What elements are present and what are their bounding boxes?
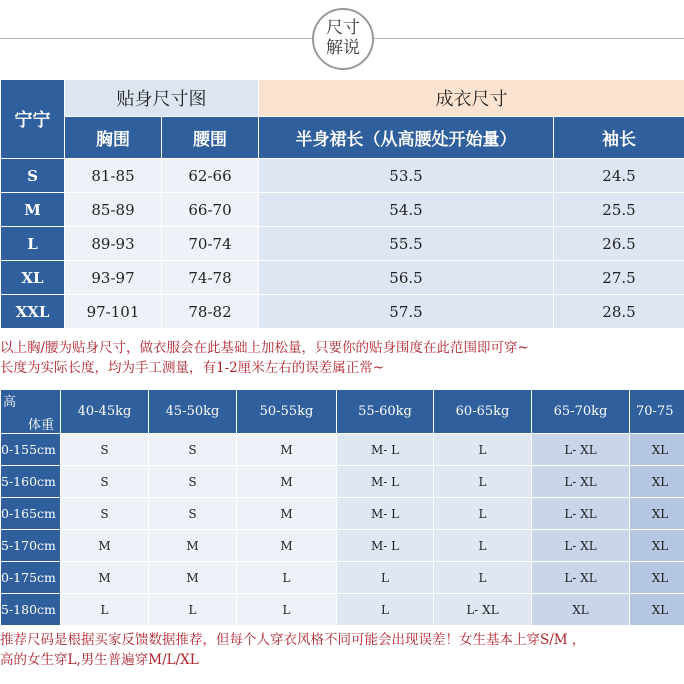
waist-value: 70-74 [162, 227, 259, 261]
recommended-size: XL [532, 594, 630, 626]
table-row [1, 594, 684, 626]
weight-header: 60-65kg [434, 390, 532, 434]
recommended-size: S [61, 466, 149, 498]
garment-size-group-header: 成衣尺寸 [259, 80, 684, 117]
body-size-group-header: 贴身尺寸图 [65, 80, 259, 117]
recommended-size: S [149, 498, 237, 530]
recommended-size: L [237, 594, 337, 626]
sleeve-length-value: 28.5 [554, 295, 684, 329]
header-divider-left [0, 38, 312, 39]
recommended-size: L [434, 498, 532, 530]
recommended-size: M [237, 530, 337, 562]
measurement-note [0, 338, 684, 378]
recommended-size: M [61, 562, 149, 594]
recommended-size: M [237, 498, 337, 530]
recommended-size: L [434, 466, 532, 498]
recommended-size: L [61, 594, 149, 626]
recommended-size: L [434, 434, 532, 466]
recommendation-note-line-2: 高的女生穿L,男生普遍穿M/L/XL [0, 652, 199, 668]
table-row [1, 261, 684, 295]
recommended-size: L [434, 562, 532, 594]
column-header-skirt-length: 半身裙长（从高腰处开始量） [259, 117, 554, 159]
recommended-size: L- XL [532, 530, 630, 562]
chest-value: 89-93 [65, 227, 162, 261]
recommended-size: S [149, 466, 237, 498]
table-row [1, 562, 684, 594]
height-range: 5-180cm [1, 594, 61, 626]
recommended-size: M [149, 530, 237, 562]
weight-header: 65-70kg [532, 390, 630, 434]
recommended-size: L [237, 562, 337, 594]
table-row [1, 295, 684, 329]
table-row [1, 434, 684, 466]
size-label: XXL [1, 295, 65, 329]
recommended-size: L- XL [532, 498, 630, 530]
size-explanation-badge [312, 8, 374, 70]
table-row [1, 466, 684, 498]
chest-value: 97-101 [65, 295, 162, 329]
skirt-length-value: 57.5 [259, 295, 554, 329]
size-label: S [1, 159, 65, 193]
recommended-size: M- L [337, 434, 434, 466]
brand-header: 宁宁 [1, 80, 65, 159]
recommended-size: L [434, 530, 532, 562]
height-range: 0-165cm [1, 498, 61, 530]
weight-header: 40-45kg [61, 390, 149, 434]
skirt-length-value: 54.5 [259, 193, 554, 227]
table-row [1, 530, 684, 562]
waist-value: 62-66 [162, 159, 259, 193]
recommended-size: L [337, 594, 434, 626]
size-chart-table [0, 79, 684, 329]
recommended-size: L [337, 562, 434, 594]
waist-value: 78-82 [162, 295, 259, 329]
measurement-note-line-1: 以上胸/腰为贴身尺寸，做衣服会在此基础上加松量，只要你的贴身围度在此范围即可穿~ [0, 340, 529, 356]
column-header-chest: 胸围 [65, 117, 162, 159]
table-row [1, 159, 684, 193]
measurement-note-line-2: 长度为实际长度，均为手工测量，有1-2厘米左右的误差属正常~ [0, 360, 385, 376]
recommended-size: M [237, 466, 337, 498]
table-row [1, 498, 684, 530]
recommended-size: M- L [337, 530, 434, 562]
sleeve-length-value: 24.5 [554, 159, 684, 193]
sleeve-length-value: 27.5 [554, 261, 684, 295]
chest-value: 85-89 [65, 193, 162, 227]
table-row [1, 227, 684, 261]
recommended-size: L- XL [532, 466, 630, 498]
size-label: XL [1, 261, 65, 295]
skirt-length-value: 55.5 [259, 227, 554, 261]
recommended-size: M [61, 530, 149, 562]
size-recommendation-table [0, 389, 684, 626]
recommended-size: XL [630, 562, 684, 594]
recommended-size: L- XL [434, 594, 532, 626]
weight-header: 70-75 [630, 390, 684, 434]
recommended-size: L- XL [532, 562, 630, 594]
recommendation-note [0, 630, 684, 670]
recommended-size: XL [630, 466, 684, 498]
recommended-size: M- L [337, 466, 434, 498]
sleeve-length-value: 25.5 [554, 193, 684, 227]
recommended-size: S [149, 434, 237, 466]
height-range: 0-155cm [1, 434, 61, 466]
recommended-size: L- XL [532, 434, 630, 466]
recommended-size: XL [630, 498, 684, 530]
weight-header: 55-60kg [337, 390, 434, 434]
size-label: L [1, 227, 65, 261]
column-header-sleeve-length: 袖长 [554, 117, 684, 159]
recommended-size: M [237, 434, 337, 466]
header-divider-right [374, 38, 684, 39]
recommended-size: XL [630, 594, 684, 626]
height-range: 5-170cm [1, 530, 61, 562]
badge-line-2: 解说 [326, 38, 360, 58]
chest-value: 93-97 [65, 261, 162, 295]
weight-header: 50-55kg [237, 390, 337, 434]
recommended-size: XL [630, 530, 684, 562]
weight-header: 45-50kg [149, 390, 237, 434]
waist-value: 66-70 [162, 193, 259, 227]
recommended-size: XL [630, 434, 684, 466]
recommended-size: M [149, 562, 237, 594]
weight-label: 体重 [27, 417, 54, 433]
weight-height-corner [1, 390, 61, 434]
size-label: M [1, 193, 65, 227]
recommended-size: L [149, 594, 237, 626]
waist-value: 74-78 [162, 261, 259, 295]
height-range: 0-175cm [1, 562, 61, 594]
skirt-length-value: 56.5 [259, 261, 554, 295]
sleeve-length-value: 26.5 [554, 227, 684, 261]
badge-line-1: 尺寸 [326, 18, 360, 38]
height-range: 5-160cm [1, 466, 61, 498]
column-header-waist: 腰围 [162, 117, 259, 159]
recommendation-note-line-1: 推荐尺码是根据买家反馈数据推荐，但每个人穿衣风格不同可能会出现误差！女生基本上穿S/M ， [0, 632, 586, 648]
skirt-length-value: 53.5 [259, 159, 554, 193]
height-label: 高 [3, 394, 17, 410]
table-row [1, 193, 684, 227]
chest-value: 81-85 [65, 159, 162, 193]
recommended-size: S [61, 498, 149, 530]
recommended-size: M- L [337, 498, 434, 530]
recommended-size: S [61, 434, 149, 466]
